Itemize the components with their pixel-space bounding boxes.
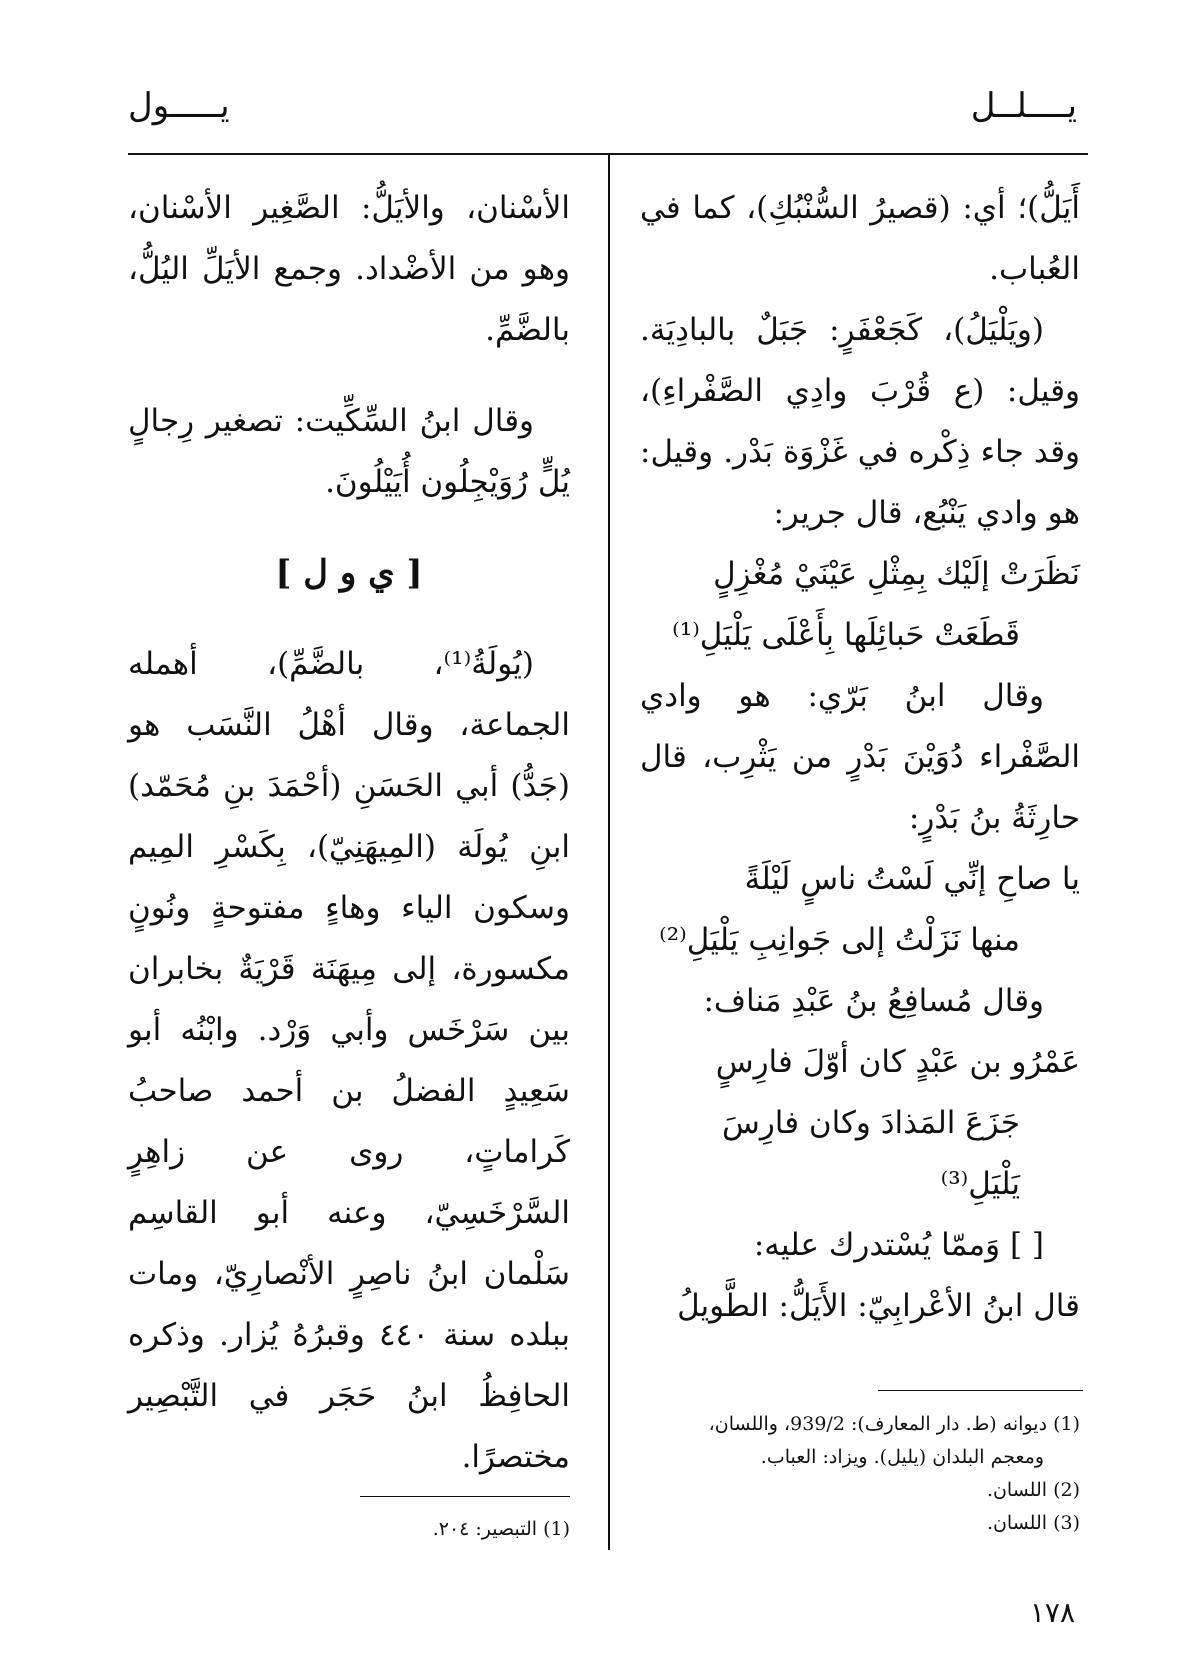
verse-3-second-hemistich: جَزَعَ المَذادَ وكان فارِسَ يَلْيَلِ⁽³⁾ <box>721 1105 1020 1202</box>
right-paragraph-1: أَيَلُّ)؛ أي: (قصيرُ السُّنْبُكِ)، كما في العُباب. <box>640 190 1080 287</box>
running-header-right: يــــلــل <box>970 86 1077 126</box>
footnote-right-1-continued: ومعجم البلدان (يليل). ويزاد: العباب. <box>760 1446 1044 1468</box>
left-paragraph-2: وقال ابنُ السِّكِّيت: تصغير رِجالٍ يُلٍّ رُوَيْجِلُون أُيَيْلُونَ. <box>128 403 570 500</box>
footnotes-left <box>128 1513 570 1546</box>
verse-2-second-hemistich: منها نَزَلْتُ إلى جَوانِبِ يَلْيَلِ⁽²⁾ <box>659 922 1020 958</box>
right-paragraph-3: وقال ابنُ بَرّي: هو وادي الصَّفْراء دُوَيْنَ بَدْرٍ من يَثْرِب، قال حارِثَةُ بنُ بَدْرٍ: <box>640 678 1080 836</box>
left-column <box>128 178 570 1488</box>
right-paragraph-4: وقال مُسافِعُ بنُ عَبْدِ مَناف: <box>703 983 1044 1019</box>
right-paragraph-5: [ ] وَممّا يُسْتدرك عليه: <box>753 1227 1044 1263</box>
footnote-left-1: (1) التبصير: ٢٠٤. <box>432 1518 570 1540</box>
footnote-rule-left <box>360 1496 570 1497</box>
right-paragraph-6: قال ابنُ الأعْرابِيّ: الأَيَلُّ: الطَّويلُ <box>677 1288 1080 1324</box>
column-divider <box>608 155 610 1550</box>
verse-1-second-hemistich: قَطَعَتْ حَبائِلَها بِأَعْلَى يَلْيَلِ⁽¹⁾ <box>672 617 1020 653</box>
entry-heading: [ ي و ل ] <box>275 553 423 593</box>
left-paragraph-3: (يُولَةُ⁽¹⁾، بالضَّمِّ)، أهمله الجماعة، وقال أهْلُ النَّسَب هو (جَدُّ) أبي الحَسَنِ (أحْمَدَ بنِ مُحَمّد) ابنِ يُولَة (المِيهَنِيّ)، بِكَسْرِ المِيم وسكون الياء وهاءٍ مفتوحةٍ ونُونٍ مكسورة، إلى مِيهَنَة قَرْيَةٌ بخابران بين سَرْخَس وأبي وَرْد. وابْنُه أبو سَعِيدٍ الفضلُ بن أحمد صاحبُ كَراماتٍ، روى عن زاهِرٍ السَّرْخَسِيّ، وعنه أبو القاسِم سَلْمان ابنُ ناصِرٍ الأنْصارِيّ، ومات ببلده سنة ٤٤٠ وقبرُهُ يُزار. وذكره الحافِظُ ابنُ حَجَر في التَّبْصِير مختصرًا. <box>128 646 570 1475</box>
verse-1-first-hemistich: نَظَرَتْ إلَيْك بِمِثْلِ عَيْنَيْ مُغْزِلٍ <box>713 556 1080 592</box>
verse-3-first-hemistich: عَمْرُو بن عَبْدٍ كان أوّلَ فارِسٍ <box>715 1044 1080 1080</box>
right-paragraph-2: (ويَلْيَلُ)، كَجَعْفَرٍ: جَبَلٌ بالبادِيَة. وقيل: (ع قُرْبَ وادِي الصَّفْراءِ)، وقد جاء ذِكْره في غَزْوَة بَدْر. وقيل: هو وادي يَنْبُع، قال جرير: <box>640 312 1080 531</box>
footnote-rule-right <box>878 1390 1083 1391</box>
footnote-right-2: (2) اللسان. <box>986 1479 1080 1501</box>
footnotes-right <box>640 1408 1080 1540</box>
page-number: ١٧٨ <box>1029 1596 1075 1629</box>
left-paragraph-1: الأسْنان، والأيَلُّ: الصَّغِير الأسْنان، وهو من الأضْداد. وجمع الأيَلِّ اليُلُّ، بالضَّمِّ. <box>128 190 570 348</box>
verse-2-first-hemistich: يا صاحِ إنِّي لَسْتُ ناسٍ لَيْلَةً <box>744 861 1080 897</box>
running-header-left: يـــــول <box>128 86 230 126</box>
footnote-right-1: (1) ديوانه (ط. دار المعارف): 939/2، واللسان، <box>708 1413 1080 1435</box>
footnote-right-3: (3) اللسان. <box>986 1512 1080 1534</box>
right-column <box>640 178 1080 1337</box>
